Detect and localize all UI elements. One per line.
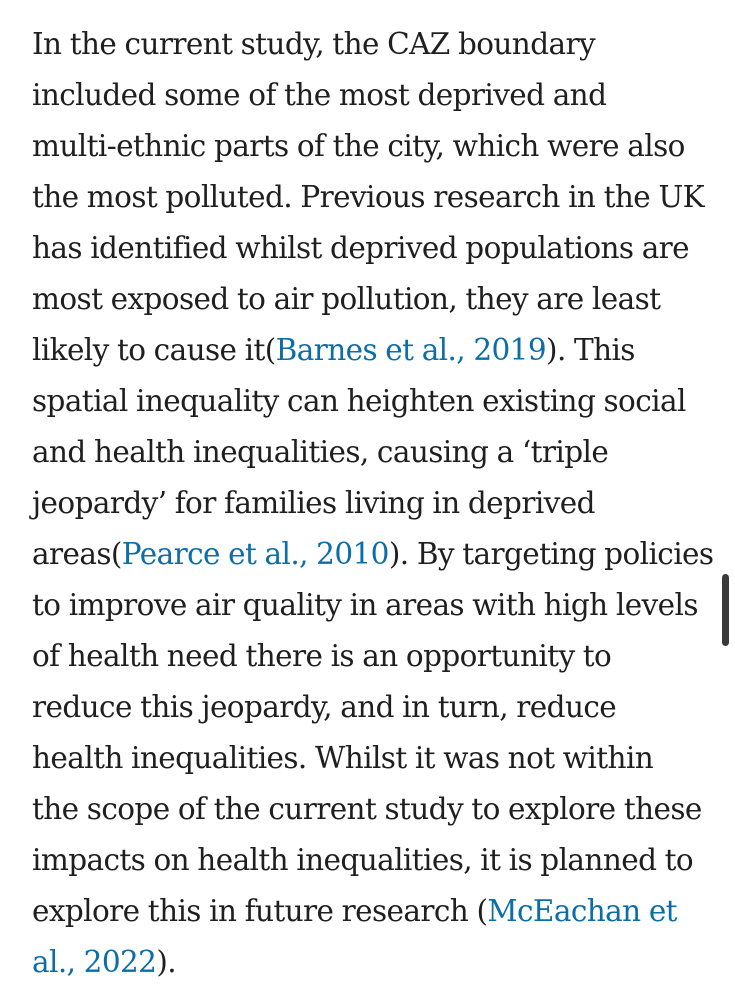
text-segment: has identified whilst deprived populations are (32, 231, 690, 265)
citation-mceachan-2022[interactable]: McEachan et (487, 894, 677, 928)
text-line (32, 478, 712, 529)
text-segment: areas( (32, 537, 122, 571)
text-line (32, 886, 712, 937)
text-segment: impacts on health inequalities, it is planned to (32, 843, 694, 877)
text-line (32, 376, 712, 427)
text-segment: explore this in future research ( (32, 894, 488, 928)
text-segment: ). By targeting policies (388, 537, 714, 571)
text-line (32, 784, 712, 835)
text-line (32, 172, 712, 223)
text-line (32, 19, 712, 70)
text-line (32, 121, 712, 172)
text-line (32, 325, 712, 376)
citation-mceachan-2022[interactable]: al., 2022 (32, 945, 157, 979)
text-segment: most exposed to air pollution, they are least (32, 282, 661, 316)
text-segment: of health need there is an opportunity to (32, 639, 612, 673)
text-line (32, 223, 712, 274)
text-segment: spatial inequality can heighten existing social (32, 384, 686, 418)
text-segment: likely to cause it( (32, 333, 276, 367)
text-line (32, 427, 712, 478)
article-paragraph (32, 19, 712, 988)
text-segment: multi-ethnic parts of the city, which were also (32, 129, 685, 163)
text-line (32, 274, 712, 325)
scrollbar-thumb[interactable] (722, 574, 729, 646)
text-line (32, 631, 712, 682)
citation-barnes-2019[interactable]: Barnes et al., 2019 (275, 333, 547, 367)
text-segment: ). This (546, 333, 635, 367)
text-segment: the scope of the current study to explore these (32, 792, 702, 826)
text-segment: reduce this jeopardy, and in turn, reduce (32, 690, 617, 724)
text-segment: and health inequalities, causing a ‘triple (32, 435, 609, 469)
text-line (32, 937, 712, 988)
text-segment: included some of the most deprived and (32, 78, 607, 112)
text-segment: ). (156, 945, 177, 979)
text-line (32, 529, 712, 580)
text-segment: jeopardy’ for families living in deprived (32, 486, 595, 520)
text-segment: health inequalities. Whilst it was not within (32, 741, 654, 775)
text-segment: to improve air quality in areas with high levels (32, 588, 698, 622)
text-line (32, 70, 712, 121)
text-line (32, 682, 712, 733)
text-line (32, 580, 712, 631)
citation-pearce-2010[interactable]: Pearce et al., 2010 (121, 537, 389, 571)
text-line (32, 733, 712, 784)
text-segment: In the current study, the CAZ boundary (32, 27, 596, 61)
text-line (32, 835, 712, 886)
text-segment: the most polluted. Previous research in the UK (32, 180, 705, 214)
